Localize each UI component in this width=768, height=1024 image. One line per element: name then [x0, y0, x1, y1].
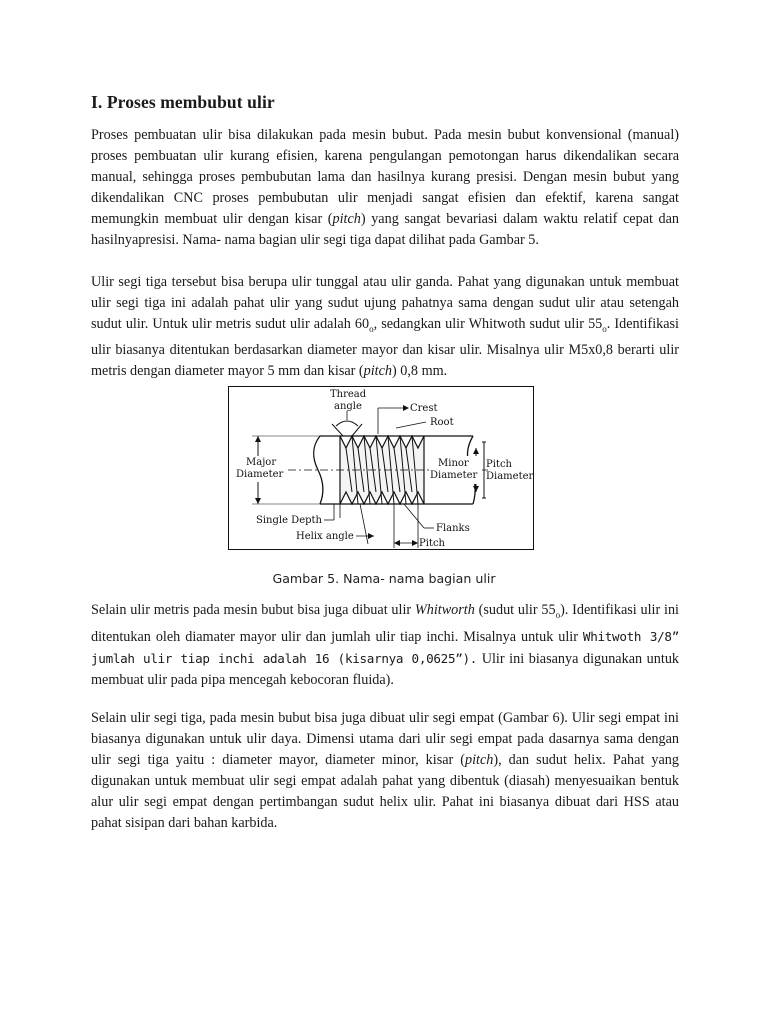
paragraph-1 — [91, 125, 679, 251]
p3-text-a: Selain ulir metris pada mesin bubut bisa juga dibuat ulir — [91, 602, 415, 618]
section-heading: I. Proses membubut ulir — [91, 92, 275, 112]
p4-text-a: Selain ulir segi tiga, pada mesin bubut bisa juga dibuat ulir segi empat (Gambar 6). Ulir segi empat ini biasanya digunakan untuk ulir daya. Dimensi utama dari ulir segi empat pada dasarnya sama dengan ulir segi tiga yaitu : diameter mayor, diameter minor, kisar ( — [91, 710, 679, 768]
thread-diagram — [228, 386, 534, 550]
label-pitch-d-1: Pitch — [486, 459, 512, 470]
label-helix-angle: Helix angle — [296, 531, 354, 542]
p3-text-d: Ulir ini biasanya digunakan untuk membuat ulir pada pipa mencegah kebocoran fluida). — [91, 650, 680, 688]
p2-text-b: , sedangkan ulir Whitwoth sudut ulir 55 — [373, 316, 603, 332]
thread-diagram-figure — [228, 386, 534, 550]
label-minor-2: Diameter — [430, 470, 478, 481]
label-major-1: Major — [246, 457, 277, 468]
label-minor-1: Minor — [438, 458, 469, 469]
label-thread-angle-2: angle — [334, 401, 362, 412]
p1-pitch-term: pitch — [332, 211, 361, 227]
paragraph-3 — [91, 600, 679, 691]
label-pitch-d-2: Diameter — [486, 471, 534, 482]
paragraph-2 — [91, 272, 679, 382]
label-root: Root — [430, 417, 454, 428]
p2-text-c: . Identifikasi ulir biasanya ditentukan berdasarkan diameter mayor dan kisar ulir. Misalnya ulir M5x0,8 berarti ulir metris dengan diameter mayor 5 mm dan kisar ( — [91, 316, 679, 379]
label-flanks: Flanks — [436, 523, 470, 534]
p1-text-a: Proses pembuatan ulir bisa dilakukan pada mesin bubut. Pada mesin bubut konvensional (manual) proses pembuatan ulir kurang efisien, karena pengulangan pemotongan harus dikendalikan secara manual, sehingga proses pembubutan lama dan hasilnya kurang presisi. Dengan mesin bubut yang dikendalikan CNC proses pembubutan ulir menjadi sangat efisien dan efektif, karena sangat memungkin membuat ulir dengan kisar ( — [91, 127, 679, 227]
p4-text-b: ), dan sudut helix. Pahat yang digunakan untuk membuat ulir segi empat adalah pahat yang dibentuk (diasah) menyesuaikan bentuk alur ulir segi empat dengan pertimbangan sudut helix ulir. Pahat ini biasanya dibuat dari HSS atau pahat sisipan dari bahan karbida. — [91, 752, 679, 831]
paragraph-4 — [91, 708, 679, 834]
p3-whitworth-term: Whitworth — [414, 602, 475, 618]
label-pitch: Pitch — [419, 538, 445, 549]
p2-degree-2: o — [602, 323, 607, 334]
label-single-depth: Single Depth — [256, 515, 322, 526]
p2-pitch-term: pitch — [363, 362, 393, 379]
p2-degree-1: o — [369, 323, 374, 334]
p4-pitch-term: pitch — [465, 752, 494, 768]
label-thread-angle-1: Thread — [330, 389, 367, 400]
p1-text-b: ) yang sangat bevariasi dalam waktu relatif cepat dan hasilnyapresisi. Nama- nama bagian ulir segi tiga dapat dilihat pada Gambar 5. — [91, 211, 680, 248]
p3-text-c: ). Identifikasi ulir ini ditentukan oleh diamater mayor ulir dan jumlah ulir tiap inchi. Misalnya untuk ulir — [91, 602, 679, 645]
label-major-2: Diameter — [236, 469, 284, 480]
figure-caption: Gambar 5. Nama- nama bagian ulir — [272, 571, 496, 586]
p3-degree: o — [555, 609, 561, 620]
p3-text-b: (sudut ulir 55 — [474, 602, 556, 618]
label-crest: Crest — [410, 403, 438, 414]
p2-text-d: ) 0,8 mm. — [392, 362, 448, 379]
p3-mono-example: Whitwoth 3/8” jumlah ulir tiap inchi adalah 16 (kisarnya 0,0625”). — [91, 628, 679, 666]
p2-text-a: Ulir segi tiga tersebut bisa berupa ulir tunggal atau ulir ganda. Pahat yang digunakan untuk membuat ulir segi tiga ini adalah pahat ulir yang sudut ujung pahatnya sama dengan sudut ulir atau setengah sudut ulir. Untuk ulir metris sudut ulir adalah 60 — [91, 274, 679, 332]
